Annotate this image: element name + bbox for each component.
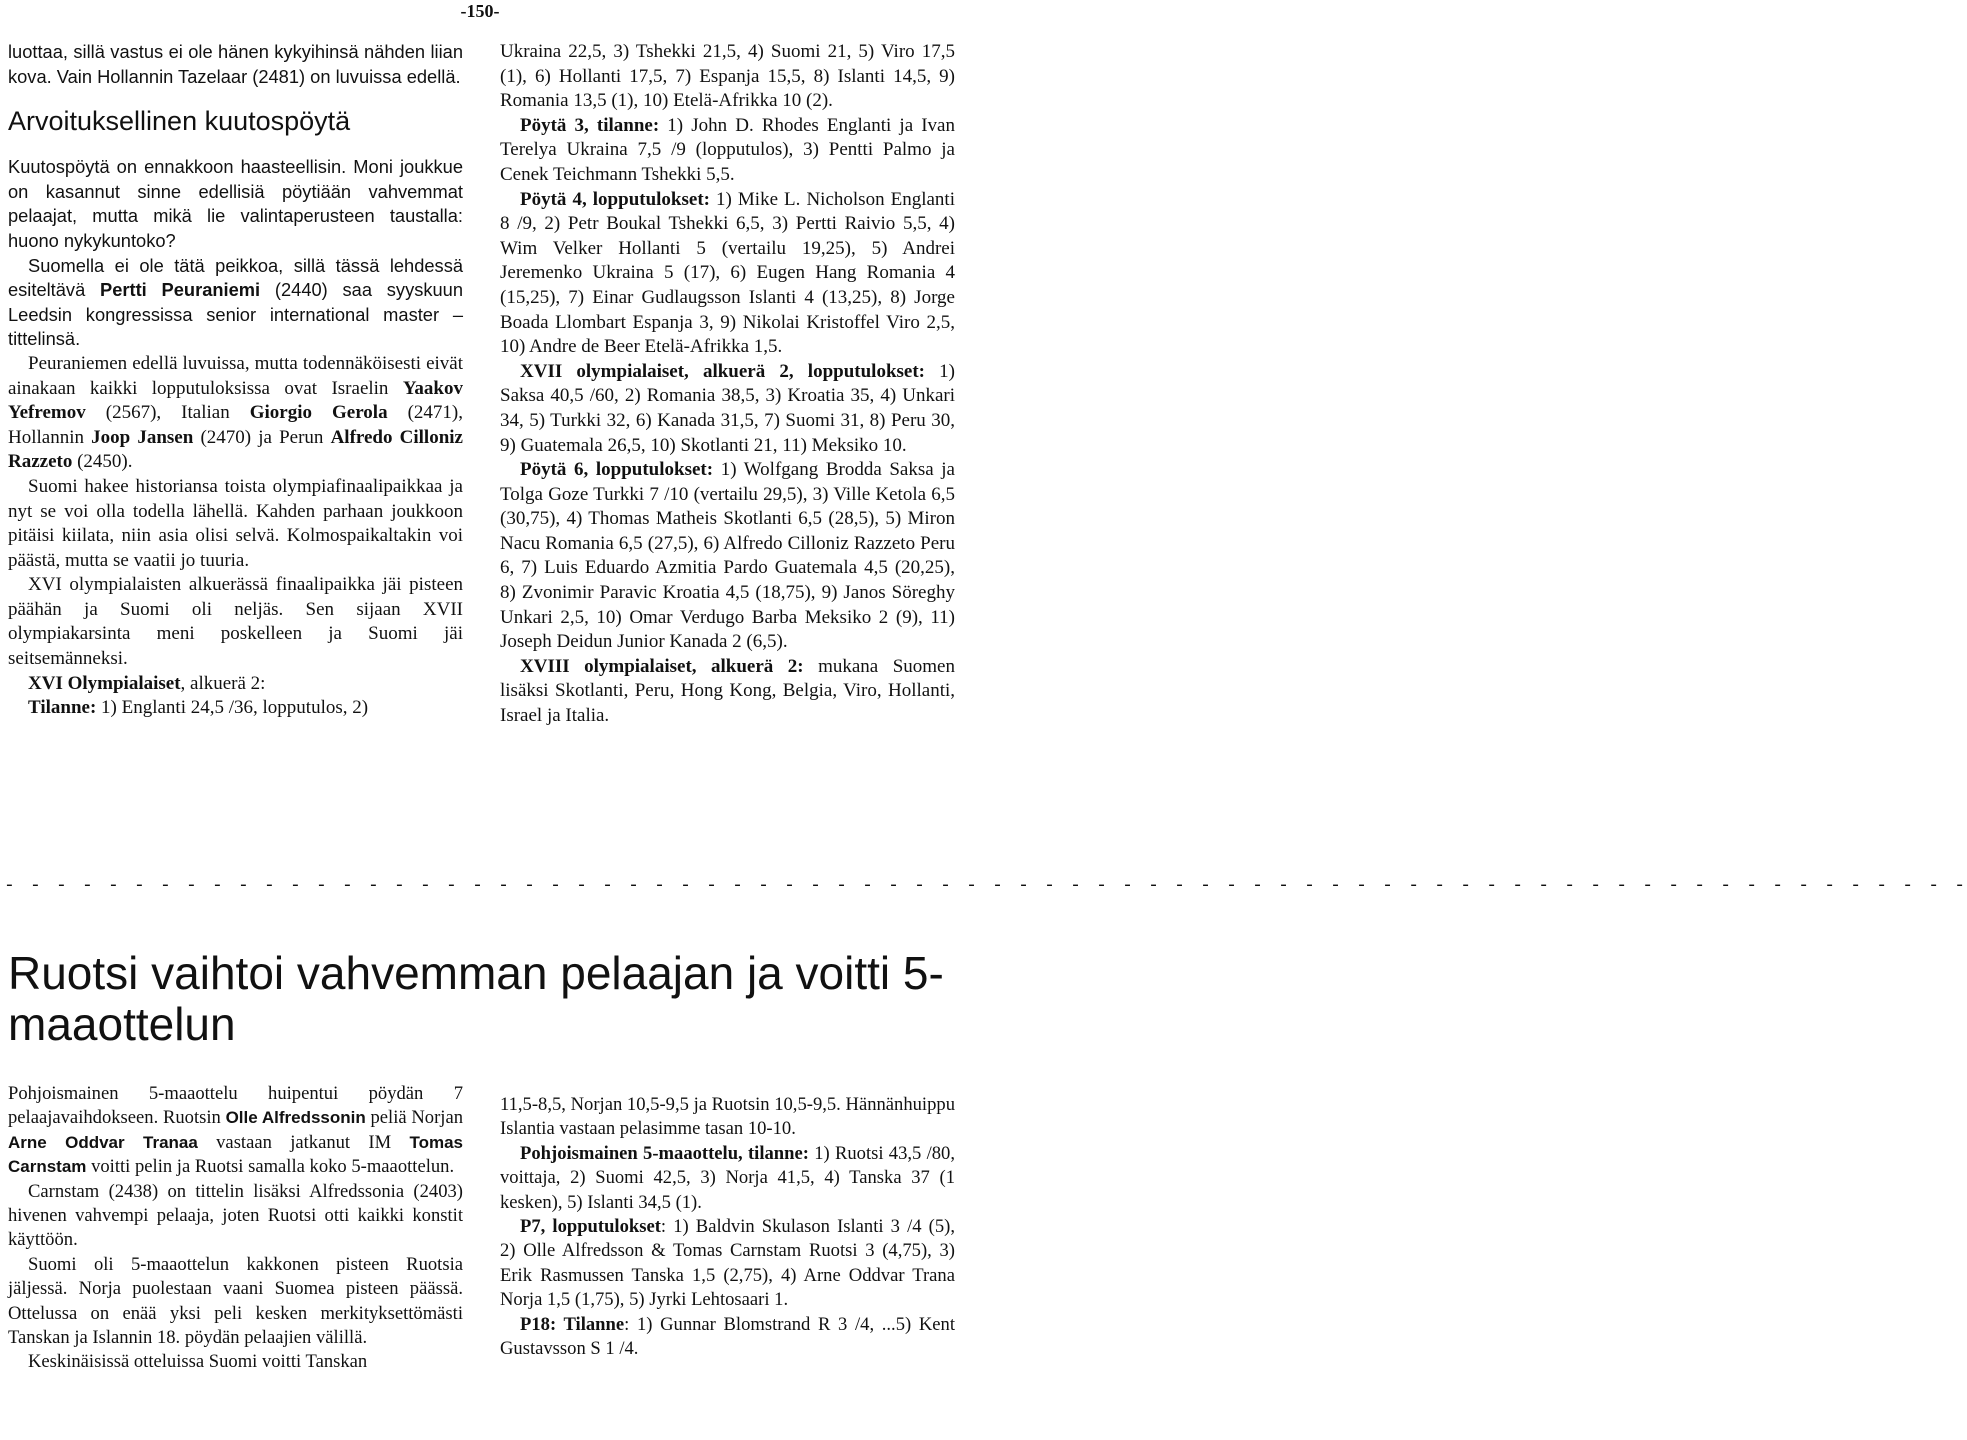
paragraph-1 [8, 155, 463, 253]
results-label: P7, lopputulokset [520, 1216, 661, 1238]
paragraph-3 [8, 352, 463, 475]
article-paragraph-1 [8, 1082, 463, 1180]
results-paragraph-3 [500, 188, 955, 360]
br1-text: 11,5-8,5, Norjan 10,5-9,5 ja Ruotsin 10,5-9,5. Hännänhuippu Islantia vastaan pelasimme tasan 10-10. [500, 1094, 955, 1140]
br4-text: : 1) Gunnar Blomstrand R 3 /4, ...5) Kent Gustavsson S 1 /4. [500, 1313, 955, 1360]
page-number: -150- [460, 1, 500, 21]
p5-text: XVI olympialaisten alkuerässä finaalipaikka jäi pisteen päähän ja Suomi oli neljäs. Sen sijaan XVII olympiakarsinta meni poskelleen ja Suomi jäi seitsemänneksi. [8, 574, 463, 670]
player-name: Pertti Peuraniemi [100, 279, 261, 301]
subheading: Arvoituksellinen kuutospöytä [8, 106, 351, 137]
p3-text-b: (2567), Italian [85, 402, 250, 424]
r4-text: 1) Saksa 40,5 /60, 2) Romania 38,5, 3) Kroatia 35, 4) Unkari 34, 5) Turkki 32, 6) Kanada 31,5, 7) Suomi 31, 8) Peru 30, 9) Guatemala 26,5, 10) Skotlanti 21, 11) Meksiko 10. [500, 360, 956, 456]
results-paragraph-6 [500, 655, 955, 729]
bp1-text-b: peliä Norjan [365, 1107, 463, 1129]
paragraph-6 [8, 672, 463, 697]
column-top-right [500, 40, 955, 729]
column-bottom-left [8, 1082, 463, 1375]
player-name: Tomas Carnstam [8, 1132, 463, 1177]
p7-text: 1) Englanti 24,5 /36, lopputulos, 2) [96, 697, 369, 719]
results-label: Tilanne: [28, 697, 97, 719]
results-paragraph-5 [500, 458, 955, 655]
br3-text: : 1) Baldvin Skulason Islanti 3 /4 (5), 2) Olle Alfredsson & Tomas Carnstam Ruotsi 3 (4,75), 3) Erik Rasmussen Tanska 1,5 (2,75), 4) Arne Oddvar Trana Norja 1,5 (1,75), 5) Jyrki Lehtosaari 1. [500, 1216, 955, 1311]
article-paragraph-6 [500, 1142, 955, 1215]
br2-text: 1) Ruotsi 43,5 /80, voittaja, 2) Suomi 42,5, 3) Norja 41,5, 4) Tanska 37 (1 kesken), 5) Islanti 34,5 (1). [500, 1142, 955, 1213]
results-label: XVII olympialaiset, alkuerä 2, lopputulokset: [520, 360, 926, 382]
article-paragraph-8 [500, 1313, 955, 1362]
r5-text: 1) Wolfgang Brodda Saksa ja Tolga Goze Turkki 7 /10 (vertailu 29,5), 3) Ville Ketola 6,5 (30,75), 4) Thomas Matheis Skotlanti 6,5 (28,5), 5) Miron Nacu Romania 6,5 (27,5), 6) Alfredo Cilloniz Razzeto Peru 6, 7) Luis Eduardo Azmitia Pardo Guatemala 4,5 (20,25), 8) Zvonimir Paravic Kroatia 4,5 (18,75), 9) Janos Söreghy Unkari 2,5, 10) Omar Verdugo Barba Meksiko 2 (9), 11) Joseph Deidun Junior Kanada 2 (6,5). [500, 459, 955, 653]
results-paragraph-1 [500, 40, 955, 114]
article-paragraph-5 [500, 1093, 955, 1142]
paragraph-2 [8, 254, 463, 352]
results-label: Pöytä 4, lopputulokset: [520, 188, 710, 210]
paragraph-7 [8, 696, 463, 721]
results-label: P18: Tilanne [520, 1313, 625, 1335]
r6-text: mukana Suomen lisäksi Skotlanti, Peru, Hong Kong, Belgia, Viro, Hollanti, Israel ja Italia. [500, 655, 955, 727]
p2-text-a: Suomella ei ole tätä peikkoa, sillä tässä lehdessä esiteltävä [8, 254, 463, 301]
results-label: Pöytä 6, lopputulokset: [520, 459, 714, 481]
p6-text: , alkuerä 2: [180, 672, 266, 694]
p3-text-d: (2470) ja Perun [193, 426, 331, 448]
paragraph-4 [8, 475, 463, 573]
player-name: Alfredo Cilloniz Razzeto [8, 426, 463, 473]
results-label: XVIII olympialaiset, alkuerä 2: [520, 655, 804, 677]
intro-paragraph [8, 40, 463, 89]
paragraph-5 [8, 573, 463, 671]
r2-text: 1) John D. Rhodes Englanti ja Ivan Terelya Ukraina 7,5 /9 (lopputulos), 3) Pentti Palmo ja Cenek Teichmann Tshekki 5,5. [500, 114, 955, 185]
p3-text-c: (2471), Hollannin [8, 402, 464, 448]
p3-text-e: (2450). [72, 451, 133, 473]
article-headline: Ruotsi vaihtoi vahvemman pelaajan ja voitti 5-maaottelun [8, 947, 944, 1050]
player-name: Arne Oddvar Tranaa [8, 1132, 198, 1152]
article-paragraph-4 [8, 1350, 463, 1374]
article-paragraph-2 [8, 1180, 463, 1253]
column-bottom-right [500, 1093, 955, 1361]
bp3-text: Suomi oli 5-maaottelun kakkonen pisteen Ruotsia jäljessä. Norja puolestaan vaani Suomea pisteen päässä. Ottelussa on enää yksi peli kesken merkityksettömästi Tanskan ja Islannin 18. pöydän pelaajien välillä. [8, 1253, 463, 1349]
dashed-divider: - - - - - - - - - - - - - - - - - - - - - - - - - - - - - - - - - - - - - - - - - - - - - - - - - - - - - - - - - - - - - - - - - - - - - - - - - - - - [4, 876, 1967, 896]
column-top-left [8, 40, 463, 721]
results-paragraph-2 [500, 114, 955, 188]
player-name: Yaakov Yefremov [8, 377, 463, 424]
player-name: Joop Jansen [91, 426, 194, 448]
bp1-text-c: vastaan jatkanut IM [197, 1131, 410, 1153]
results-paragraph-4 [500, 360, 955, 458]
r3-text: 1) Mike L. Nicholson Englanti 8 /9, 2) Petr Boukal Tshekki 6,5, 3) Pertti Raivio 5,5, 4) Wim Velker Hollanti 5 (vertailu 19,25), 5) Andrei Jeremenko Ukraina 5 (17), 6) Eugen Hang Romania 4 (15,25), 7) Einar Gudlaugsson Islanti 4 (13,25), 8) Jorge Boada Llombart Espanja 3, 9) Nikolai Kristoffel Viro 2,5, 10) Andre de Beer Etelä-Afrikka 1,5. [500, 188, 955, 358]
r1-text: Ukraina 22,5, 3) Tshekki 21,5, 4) Suomi 21, 5) Viro 17,5 (1), 6) Hollanti 17,5, 7) Espanja 15,5, 8) Islanti 14,5, 9) Romania 13,5 (1), 10) Etelä-Afrikka 10 (2). [500, 41, 955, 112]
paragraph-1-text: Kuutospöytä on ennakkoon haasteellisin. Moni joukkue on kasannut sinne edellisiä pöytiään vahvemmat pelaajat, mutta mikä lie valintaperusteen taustalla: huono nykykuntoko? [8, 156, 463, 251]
bp2-text: Carnstam (2438) on tittelin lisäksi Alfredssonia (2403) hivenen vahvempi pelaaja, joten Ruotsi otti kaikki konstit käyttöön. [8, 1180, 463, 1251]
results-heading: XVI Olympialaiset [28, 672, 181, 694]
article-paragraph-7 [500, 1215, 955, 1313]
article-paragraph-3 [8, 1253, 463, 1351]
player-name: Giorgio Gerola [249, 402, 388, 424]
bp4-text: Keskinäisissä otteluissa Suomi voitti Tanskan [28, 1351, 368, 1373]
p3-text-a: Peuraniemen edellä luvuissa, mutta todennäköisesti eivät ainakaan kaikki lopputuloksissa ovat Israelin [8, 352, 463, 399]
player-name: Olle Alfredssonin [225, 1108, 366, 1128]
results-label: Pöytä 3, tilanne: [520, 114, 660, 136]
intro-text: luottaa, sillä vastus ei ole hänen kykyihinsä nähden liian kova. Vain Hollannin Tazelaar (2481) on luvuissa edellä. [8, 41, 463, 87]
results-label: Pohjoismainen 5-maaottelu, tilanne: [520, 1142, 809, 1164]
bp1-text-d: voitti pelin ja Ruotsi samalla koko 5-maaottelun. [86, 1156, 455, 1178]
bp1-text-a: Pohjoismainen 5-maaottelu huipentui pöydän 7 pelaajavaihdokseen. Ruotsin [8, 1083, 463, 1129]
p2-text-b: (2440) saa syyskuun Leedsin kongressissa senior international master –tittelinsä. [8, 279, 463, 350]
p4-text: Suomi hakee historiansa toista olympiafinaalipaikkaa ja nyt se voi olla todella lähellä. Kahden parhaan joukkoon pitäisi kiilata, niin asia olisi selvä. Kolmospaikaltakin voi päästä, mutta se vaatii jo tuuria. [8, 475, 463, 571]
